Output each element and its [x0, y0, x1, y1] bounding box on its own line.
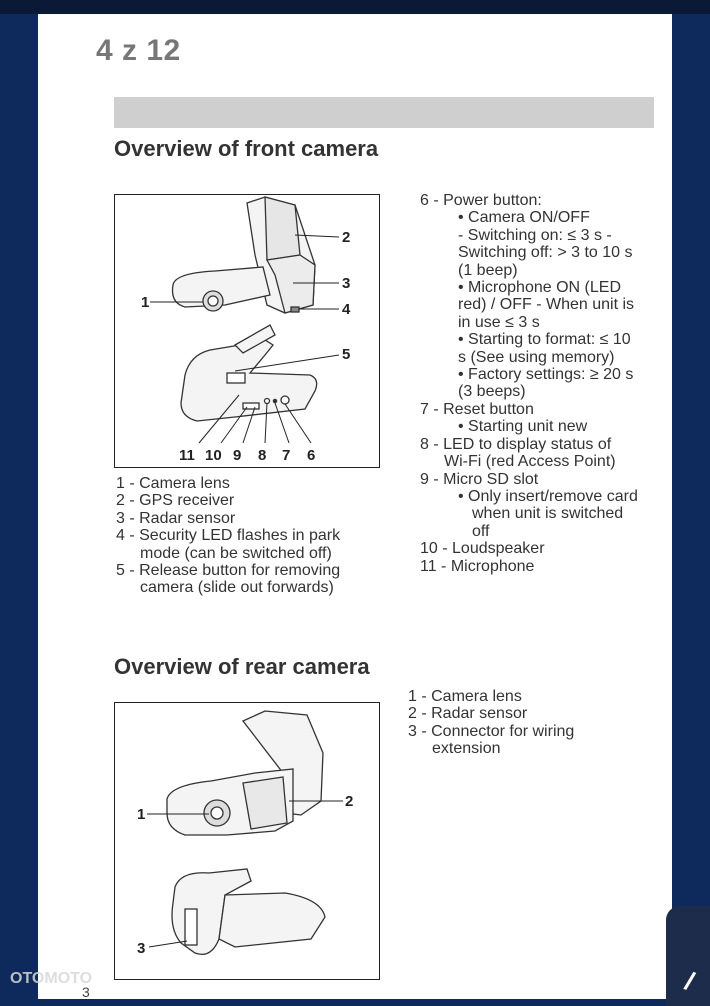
legend-line: Wi-Fi (red Access Point) [444, 453, 616, 471]
front-legend-right [420, 192, 638, 575]
front-camera-illustration [115, 195, 379, 467]
watermark: OTOMOTO [10, 970, 93, 987]
front-camera-heading: Overview of front camera [114, 136, 379, 161]
callout-4: 4 [342, 301, 351, 318]
legend-line: 2 - GPS receiver [116, 492, 235, 510]
callout-5: 5 [342, 346, 351, 363]
legend-line: • Starting to format: ≤ 10 [458, 331, 631, 349]
callout-6: 6 [307, 447, 316, 464]
legend-line: extension [432, 740, 501, 758]
top-bar [0, 0, 710, 14]
legend-line: in use ≤ 3 s [458, 313, 540, 331]
rear-camera-diagram [114, 702, 380, 980]
legend-line: 3 - Radar sensor [116, 509, 236, 527]
rear-legend [408, 688, 574, 758]
front-lens [208, 296, 218, 306]
rear-lens [211, 807, 223, 819]
legend-line: • Microphone ON (LED [458, 279, 621, 297]
legend-line: Switching off: > 3 to 10 s [458, 244, 633, 262]
callout-7: 7 [282, 447, 291, 464]
front-camera-diagram [114, 194, 380, 468]
front-security-led [291, 307, 299, 312]
legend-line: 5 - Release button for removing [116, 562, 341, 580]
callout-2: 2 [342, 229, 351, 246]
rear-connector [185, 909, 197, 945]
callout-1: 1 [141, 294, 150, 311]
legend-line: camera (slide out forwards) [140, 579, 334, 597]
callout-8: 8 [258, 447, 267, 464]
legend-line: when unit is switched [472, 505, 624, 523]
legend-line: mode (can be switched off) [140, 544, 332, 562]
rear-callout-3: 3 [137, 940, 146, 957]
callout-10: 10 [205, 447, 222, 464]
section-header-band [114, 97, 654, 128]
page-counter: 4 z 12 [96, 34, 181, 67]
legend-line: 11 - Microphone [420, 557, 535, 575]
legend-line: • Factory settings: ≥ 20 s [458, 366, 634, 384]
legend-line: 4 - Security LED flashes in park [116, 527, 341, 545]
legend-line: s (See using memory) [458, 348, 615, 366]
rear-callout-2: 2 [345, 793, 354, 810]
legend-line: 9 - Micro SD slot [420, 470, 539, 488]
legend-line: 6 - Power button: [420, 192, 542, 209]
legend-line: 2 - Radar sensor [408, 705, 528, 723]
legend-line: 3 - Connector for wiring [408, 722, 575, 740]
front-legend-left [116, 475, 340, 597]
legend-line: 10 - Loudspeaker [420, 540, 545, 558]
pencil-icon[interactable]: / [681, 965, 699, 997]
callout-3: 3 [342, 275, 351, 292]
callout-9: 9 [233, 447, 242, 464]
rear-radar-window [243, 777, 287, 829]
legend-line: 8 - LED to display status of [420, 435, 612, 453]
legend-line: (3 beeps) [458, 383, 526, 401]
legend-line: 1 - Camera lens [116, 475, 230, 492]
legend-line: - Switching on: ≤ 3 s - [458, 226, 612, 244]
callout-11: 11 [179, 447, 195, 464]
rear-camera-heading: Overview of rear camera [114, 654, 370, 679]
rear-callout-1: 1 [137, 806, 146, 823]
page-number: 3 [82, 984, 90, 1000]
legend-line: • Only insert/remove card [458, 487, 638, 505]
legend-line: (1 beep) [458, 261, 518, 279]
legend-line: red) / OFF - When unit is [458, 296, 635, 314]
legend-line: • Starting unit new [458, 418, 588, 436]
legend-line: off [472, 522, 490, 540]
legend-line: 1 - Camera lens [408, 688, 522, 705]
rear-camera-illustration [115, 703, 379, 979]
legend-line: • Camera ON/OFF [458, 209, 590, 227]
legend-line: 7 - Reset button [420, 400, 534, 418]
